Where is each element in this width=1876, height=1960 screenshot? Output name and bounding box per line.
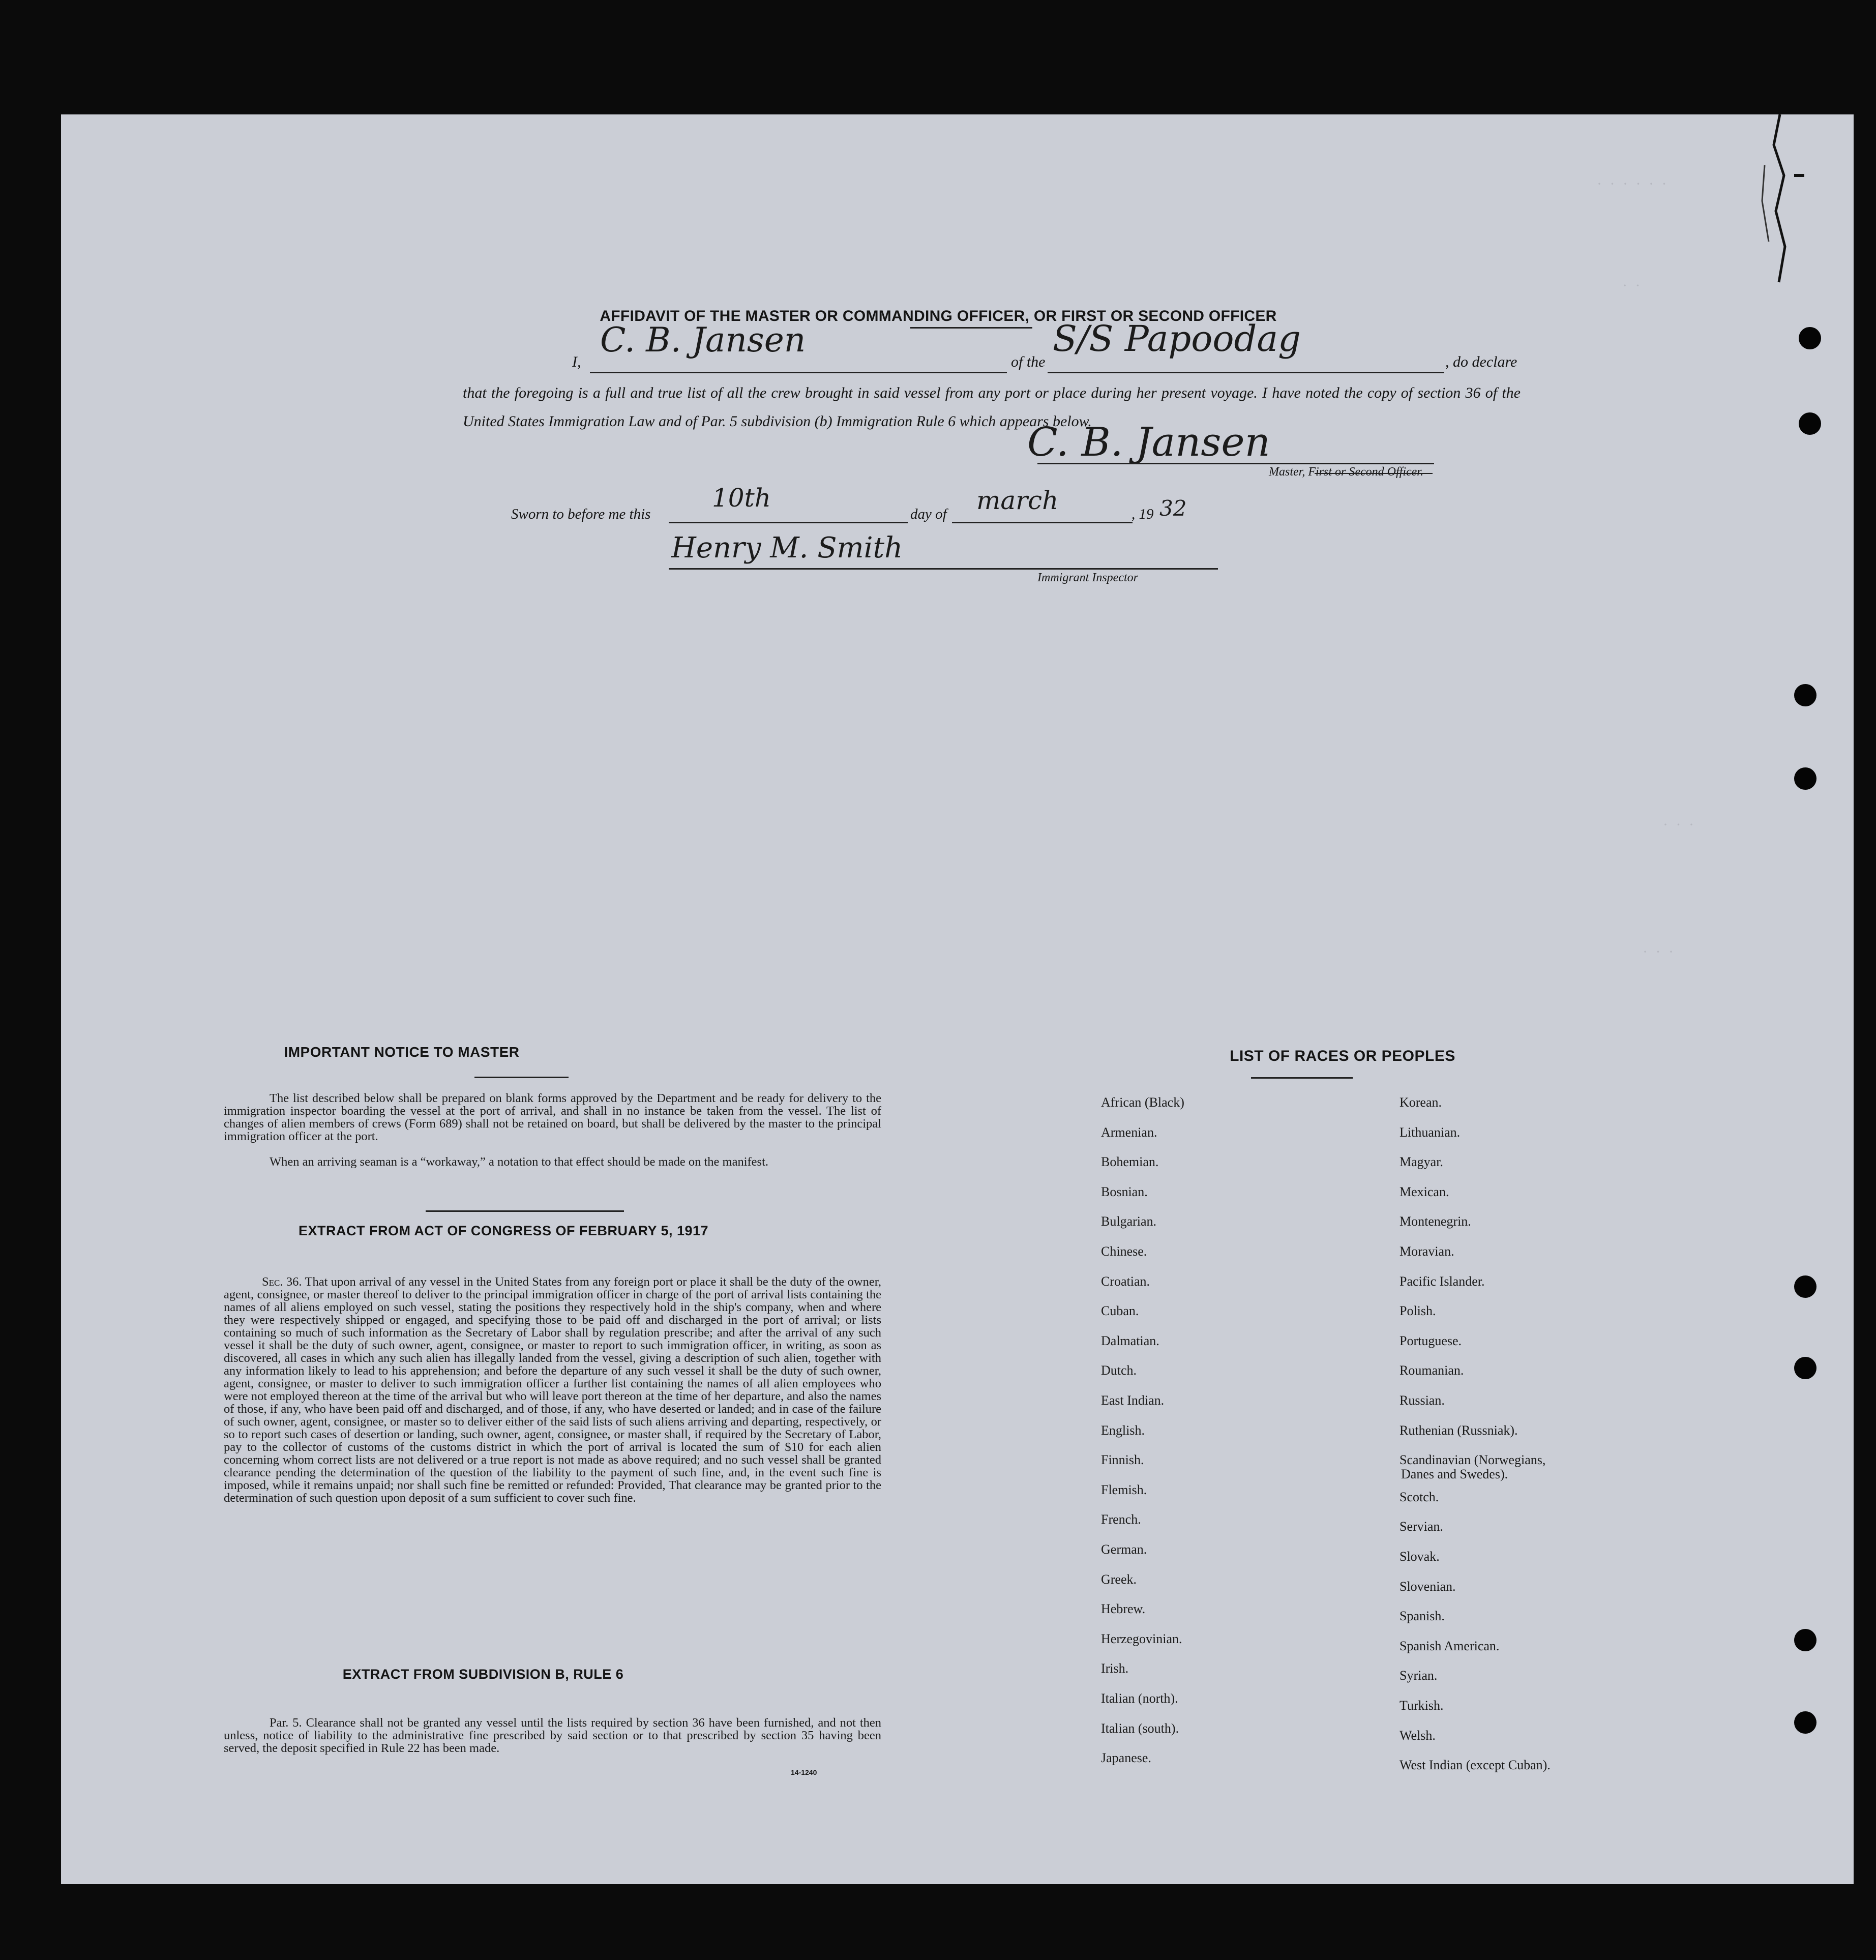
sworn-day-handwritten: 10th — [712, 483, 771, 513]
race-item: Magyar. — [1399, 1154, 1443, 1170]
race-item: Lithuanian. — [1399, 1124, 1461, 1140]
race-item: Moravian. — [1399, 1244, 1454, 1259]
punch-hole — [1794, 767, 1817, 790]
race-item: Herzegovinian. — [1101, 1631, 1182, 1646]
race-item: Bulgarian. — [1101, 1214, 1157, 1229]
sec-label: Sec. — [262, 1275, 283, 1289]
strikethrough-mark — [1315, 473, 1433, 474]
punch-hole — [1799, 412, 1821, 435]
race-item: Dalmatian. — [1101, 1333, 1159, 1348]
vessel-line-overbar — [910, 327, 1032, 329]
race-item: Mexican. — [1399, 1184, 1449, 1199]
inspector-signature-line — [669, 553, 1218, 570]
race-item: Slovenian. — [1399, 1579, 1456, 1594]
race-item: Italian (north). — [1101, 1691, 1178, 1706]
sworn-label: Sworn to before me this — [511, 506, 651, 522]
race-item: African (Black) — [1101, 1095, 1184, 1110]
document-page — [61, 114, 1854, 1884]
race-item: Roumanian. — [1399, 1363, 1464, 1378]
affidavit-body: that the foregoing is a full and true list of all the crew brought in said vessel from any port or place during her present voyage. I have noted the copy of section 36 of the United States Immigration Law and of Par. 5 subdivision (b) Immigration Rule 6 which appears below. — [463, 384, 1521, 430]
punch-hole — [1794, 1357, 1817, 1379]
notice-heading: IMPORTANT NOTICE TO MASTER — [284, 1044, 520, 1060]
notice-paragraph-2: When an arriving seaman is a “workaway,” a notation to that effect should be made on the manifest. — [270, 1155, 769, 1169]
notice-rule — [474, 1077, 569, 1078]
race-item: Slovak. — [1399, 1549, 1440, 1564]
race-item: East Indian. — [1101, 1393, 1165, 1408]
bleed-through-mark: · · — [1622, 277, 1643, 294]
race-item: Hebrew. — [1101, 1601, 1146, 1617]
affidavit-title: AFFIDAVIT OF THE MASTER OR COMMANDING OFFICER, OR FIRST OR SECOND OFFICER — [600, 308, 1277, 324]
race-item: Dutch. — [1101, 1363, 1137, 1378]
extract1-heading: EXTRACT FROM ACT OF CONGRESS OF FEBRUARY 5, 1917 — [298, 1223, 709, 1238]
signature-caption: Master, First or Second Officer. — [1269, 465, 1423, 479]
race-item: Japanese. — [1101, 1750, 1151, 1766]
race-item: Irish. — [1101, 1661, 1129, 1676]
race-item: Danes and Swedes). — [1401, 1467, 1508, 1482]
year-prefix: , 19 — [1131, 506, 1154, 522]
race-item: English. — [1101, 1422, 1145, 1438]
notice-paragraph-1: The list described below shall be prepared on blank forms approved by the Department and be ready for delivery to the immigration inspector boarding the vessel at the port of arrival, and shall in no instance be taken from the vessel. The list of changes of alien members of crews (Form 689) shall not be retained on board, but shall be delivered by the master to the principal immigration officer at the port. — [224, 1091, 881, 1143]
torn-edge-mark — [1709, 114, 1810, 287]
bleed-through-mark: · · · · · · — [1597, 175, 1669, 192]
race-item: West Indian (except Cuban). — [1399, 1758, 1551, 1773]
bleed-through-mark: · · · — [1663, 816, 1696, 833]
bleed-through-mark: · · · — [1643, 943, 1676, 960]
sec36-text: 36. That upon arrival of any vessel in the United States from any foreign port or place it shall be the duty of the owner, agent, consignee, or master thereof to deliver to the principal immigration officer in charge of the port of arrival lists containing the names of all aliens employed on such vessel, stating the positions they respectively hold in the ship's company, when and where they were respectively shipped or engaged, and specifying those to be paid off and discharged in the port of arrival; or lists containing so much of such information as the Secretary of Labor shall by regulation prescribe; and after the arrival of any such vessel it shall be the duty of such owner, agent, consignee, or master to report to such immigration officer, in writing, as soon as discovered, all cases in which any such alien has illegally landed from the vessel, giving a description of such alien, together with any information likely to lead to his apprehension; and before the departure of any such vessel it shall be the duty of such owner, agent, consignee, or master to deliver to such immigration officer a further list containing the names of all alien employees who were not employed thereon at the time of the arrival but who will leave port thereon at the time of her departure, and also the names of those, if any, who have been paid off and discharged, and of those, if any, who have deserted or landed; and in case of the failure of such owner, agent, consignee, or master so to deliver either of the said lists of such aliens arriving and departing, respectively, or so to report such cases of desertion or landing, such owner, agent, consignee, or master shall, if required by the Secretary of Labor, pay to the collector of customs of the customs district in which the port of arrival is located the sum of $10 for each alien concerning whom correct lists are not delivered or a true report is not made as above required; and no such vessel shall be granted clearance pending the determination of the question of the liability to the payment of such fine, and, in the event such fine is imposed, while it remains unpaid; nor shall such fine be remitted or refunded: Provided, That clearance may be granted prior to the determination of such question upon deposit of a sum sufficient to cover such fine. — [224, 1275, 881, 1505]
master-signature: C. B. Jansen — [1027, 420, 1270, 465]
race-item: Italian (south). — [1101, 1720, 1179, 1736]
section-rule — [426, 1210, 624, 1212]
race-item: Chinese. — [1101, 1244, 1147, 1259]
officer-name-handwritten: C. B. Jansen — [600, 320, 806, 360]
sec36-paragraph — [224, 1275, 881, 1504]
punch-hole — [1794, 1629, 1817, 1651]
of-the-label: of the — [1011, 353, 1046, 370]
sworn-month-handwritten: march — [976, 486, 1059, 515]
race-item: Bosnian. — [1101, 1184, 1148, 1199]
race-item: Flemish. — [1101, 1482, 1147, 1497]
day-of-label: day of — [910, 506, 947, 522]
race-item: Spanish American. — [1399, 1638, 1500, 1653]
races-heading: LIST OF RACES OR PEOPLES — [1230, 1048, 1455, 1064]
punch-hole — [1794, 1275, 1817, 1298]
punch-hole — [1794, 1711, 1817, 1734]
race-item: Russian. — [1399, 1393, 1445, 1408]
race-item: Pacific Islander. — [1399, 1273, 1485, 1289]
form-number: 14-1240 — [791, 1768, 817, 1776]
race-item: Polish. — [1399, 1303, 1436, 1319]
race-item: Syrian. — [1399, 1668, 1438, 1683]
punch-hole — [1799, 327, 1821, 349]
extract2-heading: EXTRACT FROM SUBDIVISION B, RULE 6 — [342, 1667, 624, 1682]
i-label: I, — [572, 353, 581, 370]
race-item: Welsh. — [1399, 1728, 1436, 1743]
race-item: Montenegrin. — [1399, 1214, 1471, 1229]
race-item: German. — [1101, 1542, 1147, 1557]
race-item: Cuban. — [1101, 1303, 1139, 1319]
punch-hole — [1794, 684, 1817, 706]
race-item: Scandinavian (Norwegians, — [1399, 1452, 1546, 1468]
do-declare-label: , do declare — [1445, 353, 1517, 370]
race-item: Bohemian. — [1101, 1154, 1159, 1170]
race-item: French. — [1101, 1512, 1141, 1527]
inspector-signature: Henry M. Smith — [671, 531, 903, 565]
race-item: Ruthenian (Russniak). — [1399, 1422, 1518, 1438]
race-item: Portuguese. — [1399, 1333, 1462, 1348]
race-item: Finnish. — [1101, 1452, 1144, 1468]
race-item: Croatian. — [1101, 1273, 1150, 1289]
races-rule — [1251, 1077, 1353, 1079]
race-item: Greek. — [1101, 1571, 1137, 1587]
race-item: Scotch. — [1399, 1489, 1439, 1504]
year-handwritten: 32 — [1159, 496, 1187, 521]
race-item: Korean. — [1399, 1095, 1442, 1110]
vessel-name-handwritten: S/S Papoodag — [1053, 318, 1301, 360]
race-item: Turkish. — [1399, 1698, 1444, 1713]
race-item: Armenian. — [1101, 1124, 1157, 1140]
race-item: Spanish. — [1399, 1609, 1445, 1624]
par5-paragraph: Par. 5. Clearance shall not be granted any vessel until the lists required by section 36 have been furnished, and not then unless, notice of liability to the administrative fine prescribed by said section or to that prescribed by section 35 having been served, the deposit specified in Rule 22 has been made. — [224, 1716, 881, 1755]
inspector-caption: Immigrant Inspector — [1037, 571, 1138, 584]
sworn-day-line — [669, 503, 908, 523]
signature-line — [1037, 448, 1434, 464]
race-item: Servian. — [1399, 1519, 1443, 1534]
